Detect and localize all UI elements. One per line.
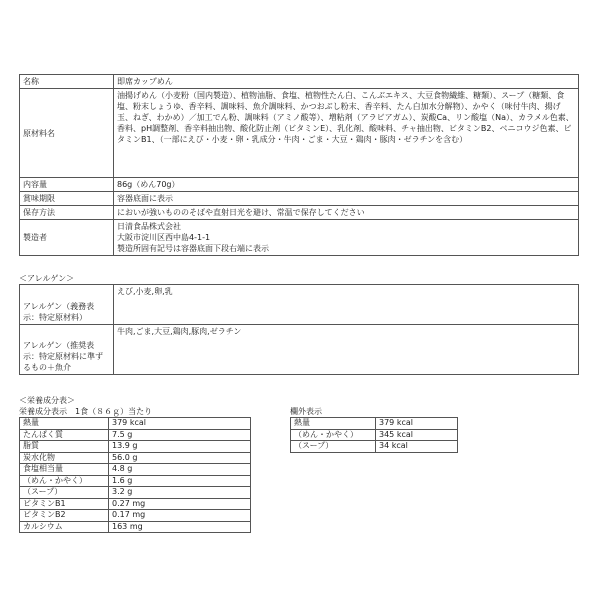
table-row [20,325,579,375]
nutrition-title: ＜栄養成分表＞ [19,396,75,405]
table-row [20,220,579,256]
nutrition-label: 食塩相当量 [20,464,109,476]
nutrition-label: ビタミンB1 [20,498,109,510]
nutrition-value: 379 kcal [109,418,251,430]
manufacturer-label: 製造者 [20,220,114,256]
allergen-title: ＜アレルゲン＞ [19,274,75,283]
table-row [20,89,579,178]
nutrition-label: 脂質 [20,441,109,453]
allergen-required-label: アレルゲン（義務表示：特定原材料） [20,285,114,325]
nutrition-value: 0.27 mg [109,498,251,510]
extra-table [290,417,458,453]
extra-title: 欄外表示 [290,407,322,416]
nutrition-label: カルシウム [20,521,109,533]
ingredients-value: 油揚げめん（小麦粉（国内製造）、植物油脂、食塩、植物性たん白、こんぶエキス、大豆食物繊維、糖類）、スープ（糖類、食塩、粉末しょうゆ、香辛料、調味料、魚介調味料、かつおぶし粉末、香辛料、たん白加水分解物）、かやく（味付牛肉、揚げ玉、ねぎ、わかめ）／加工でん粉、調味料（アミノ酸等）、増粘剤（アラビアガム）、炭酸Ca、リン酸塩（Na）、カラメル色素、香料、pH調整剤、香辛料抽出物、酸化防止剤（ビタミンE）、乳化剤、酸味料、チャ抽出物、ビタミンB2、ベニコウジ色素、ビタミンB1、（一部にえび・小麦・卵・乳成分・牛肉・ごま・大豆・鶏肉・豚肉・ゼラチンを含む） [114,89,579,178]
nutrition-label: 炭水化物 [20,452,109,464]
extra-value: 34 kcal [376,441,458,453]
manufacturer-name: 日清食品株式会社 [117,222,181,231]
extra-value: 345 kcal [376,429,458,441]
extra-label: （めん・かやく） [291,429,376,441]
table-row [291,441,458,453]
nutrition-label: （めん・かやく） [20,475,109,487]
content-label: 内容量 [20,178,114,192]
table-row [20,418,251,430]
table-row [20,464,251,476]
nutrition-label: （スープ） [20,487,109,499]
nutrition-value: 4.8 g [109,464,251,476]
table-row [20,206,579,220]
allergen-recommended-label: アレルゲン（推奨表示：特定原材料に準ずるもの＋魚介 [20,325,114,375]
manufacturer-address: 大阪市淀川区西中島4-1-1 [117,233,211,242]
nutrition-label: たんぱく質 [20,429,109,441]
nutrition-label: ビタミンB2 [20,510,109,522]
table-row [20,285,579,325]
nutrition-subtitle: 栄養成分表示 1食（８６ｇ）当たり [19,407,153,416]
allergen-required-value: えび,小麦,卵,乳 [114,285,579,325]
table-row [20,429,251,441]
manufacturer-value [114,220,579,256]
content-value: 86g（めん70g） [114,178,579,192]
ingredients-label: 原材料名 [20,89,114,178]
nutrition-value: 3.2 g [109,487,251,499]
expiry-value: 容器底面に表示 [114,192,579,206]
name-label: 名称 [20,75,114,89]
table-row [291,418,458,430]
nutrition-label: 熱量 [20,418,109,430]
expiry-label: 賞味期限 [20,192,114,206]
nutrition-value: 163 mg [109,521,251,533]
storage-label: 保存方法 [20,206,114,220]
extra-value: 379 kcal [376,418,458,430]
table-row [20,498,251,510]
table-row [20,475,251,487]
table-row [20,452,251,464]
extra-label: 熱量 [291,418,376,430]
nutrition-value: 7.5 g [109,429,251,441]
manufacturer-note: 製造所固有記号は容器底面下段右端に表示 [117,244,269,253]
nutrition-value: 56.0 g [109,452,251,464]
table-row [20,510,251,522]
nutrition-value: 1.6 g [109,475,251,487]
table-row [20,192,579,206]
name-value: 即席カップめん [114,75,579,89]
nutrition-table [19,417,251,533]
table-row [20,75,579,89]
storage-value: においが強いもののそばや直射日光を避け、常温で保存してください [114,206,579,220]
extra-label: （スープ） [291,441,376,453]
allergen-recommended-value: 牛肉,ごま,大豆,鶏肉,豚肉,ゼラチン [114,325,579,375]
table-row [20,487,251,499]
product-info-table [19,74,579,256]
allergen-table [19,284,579,375]
table-row [20,178,579,192]
table-row [291,429,458,441]
table-row [20,441,251,453]
nutrition-value: 0.17 mg [109,510,251,522]
table-row [20,521,251,533]
nutrition-value: 13.9 g [109,441,251,453]
